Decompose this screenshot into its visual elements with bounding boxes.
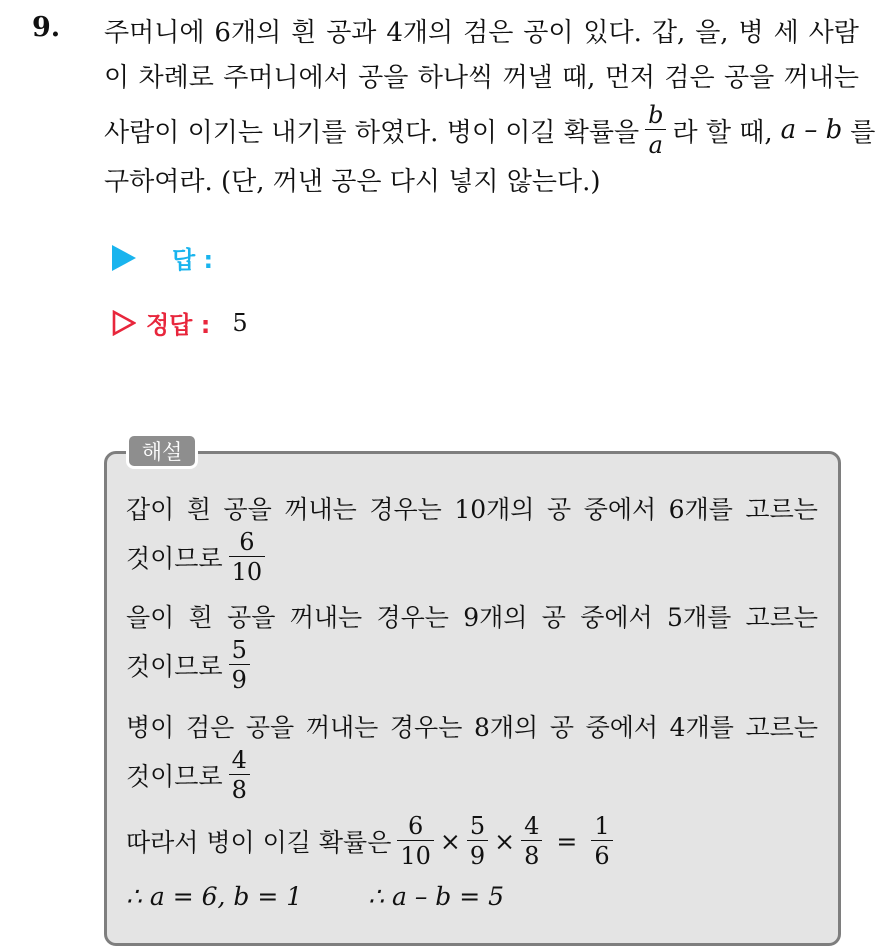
word: 9개의 bbox=[463, 603, 528, 632]
word: 6개의 bbox=[214, 18, 282, 48]
word: 중에서 bbox=[580, 603, 653, 632]
word: 흰 bbox=[188, 603, 213, 632]
solution-line-7 bbox=[126, 814, 619, 868]
word: 갑이 bbox=[126, 495, 175, 524]
fraction-denominator: 8 bbox=[524, 842, 540, 870]
word: 꺼내는 bbox=[289, 603, 363, 632]
fraction-4-8 bbox=[229, 748, 250, 802]
times-sign: × bbox=[439, 826, 461, 856]
word: 5개를 bbox=[667, 603, 732, 632]
fraction-numerator: 5 bbox=[231, 636, 247, 664]
fraction-5-9 bbox=[229, 638, 250, 692]
fraction-6-10 bbox=[229, 530, 266, 584]
word: 사람 bbox=[808, 18, 859, 48]
fraction-numerator: 4 bbox=[231, 746, 247, 774]
solution-line-8 bbox=[126, 882, 504, 911]
word: 세 bbox=[773, 18, 799, 48]
word: 공을 bbox=[724, 63, 775, 93]
word: 고르는 bbox=[745, 495, 818, 524]
word: 병이 bbox=[126, 713, 175, 742]
word: 공을 bbox=[358, 63, 409, 93]
correct-answer-row bbox=[112, 305, 248, 340]
word: 8개의 bbox=[473, 713, 539, 742]
word: 갑, bbox=[651, 18, 686, 48]
solution-line-3 bbox=[126, 598, 818, 634]
word: 있다. bbox=[583, 18, 642, 48]
word: 을이 bbox=[126, 603, 175, 632]
solution-line-2-text: 것이므로 bbox=[126, 544, 223, 573]
word: 하나씩 bbox=[417, 63, 494, 93]
word: 꺼내는 bbox=[305, 713, 379, 742]
fraction-6-10-product bbox=[397, 814, 434, 868]
solution-line-1 bbox=[126, 490, 818, 526]
word: 이 bbox=[104, 63, 130, 93]
fraction-denominator: 9 bbox=[469, 842, 486, 870]
fraction-denominator: 8 bbox=[231, 776, 247, 804]
outline-triangle-icon bbox=[112, 310, 136, 336]
word: 때, bbox=[562, 63, 596, 93]
solution-line-4-text: 것이므로 bbox=[126, 652, 223, 681]
word: 차례로 bbox=[138, 63, 214, 93]
word: 공 bbox=[547, 495, 572, 524]
word: 공 bbox=[541, 603, 566, 632]
equals-sign: = bbox=[556, 826, 578, 856]
word: 먼저 bbox=[604, 63, 656, 93]
solution-line-6 bbox=[126, 748, 256, 802]
word: 공이 bbox=[523, 18, 574, 48]
fraction-denominator: 10 bbox=[231, 558, 263, 586]
fraction-numerator: b bbox=[648, 101, 664, 129]
correct-answer-label: 정답 : bbox=[146, 311, 211, 339]
fraction-denominator: 10 bbox=[400, 842, 431, 870]
word: 흰 bbox=[186, 495, 211, 524]
word: 공과 bbox=[326, 18, 377, 48]
conclusion-a-minus-b: ∴ a – b = 5 bbox=[368, 882, 505, 911]
word: 공을 bbox=[245, 713, 295, 742]
word: 4개의 bbox=[386, 18, 454, 48]
fraction-denominator: 9 bbox=[231, 666, 247, 694]
fraction-1-6-result bbox=[591, 814, 612, 868]
word: 10개의 bbox=[454, 495, 535, 524]
word: 검은 bbox=[664, 63, 715, 93]
word: 주머니에 bbox=[104, 18, 205, 48]
fraction-numerator: 5 bbox=[469, 812, 486, 840]
word: 꺼내는 bbox=[284, 495, 357, 524]
question-line-1 bbox=[104, 12, 859, 49]
conclusion-a-b-values: ∴ a = 6, b = 1 bbox=[126, 882, 303, 911]
word: 4개를 bbox=[669, 713, 734, 742]
fraction-numerator: 6 bbox=[239, 528, 255, 556]
solution-line-6-text: 것이므로 bbox=[126, 762, 223, 791]
question-line-3-text: 사람이 이기는 내기를 하였다. 병이 이길 확률을 bbox=[104, 117, 640, 148]
question-line-3 bbox=[104, 101, 876, 159]
word: 꺼내는 bbox=[783, 63, 859, 93]
word: 주머니에서 bbox=[223, 63, 349, 93]
question-line-4: 구하여라. (단, 꺼낸 공은 다시 넣지 않는다.) bbox=[104, 167, 601, 197]
question-line-2 bbox=[104, 57, 859, 94]
fraction-b-over-a bbox=[645, 103, 666, 157]
word: 병 bbox=[738, 18, 764, 48]
question-number: 9. bbox=[32, 12, 61, 43]
fraction-denominator: a bbox=[648, 131, 663, 159]
word: 고르는 bbox=[745, 713, 818, 742]
solution-line-4 bbox=[126, 638, 256, 692]
word: 6개를 bbox=[668, 495, 733, 524]
question-line-3-end: 를 bbox=[850, 117, 876, 148]
fraction-numerator: 4 bbox=[524, 812, 540, 840]
fraction-numerator: 1 bbox=[594, 812, 610, 840]
times-sign: × bbox=[494, 826, 516, 856]
play-triangle-icon bbox=[112, 245, 136, 271]
word: 흰 bbox=[291, 18, 317, 48]
word: 경우는 bbox=[389, 713, 463, 742]
word: 경우는 bbox=[376, 603, 449, 632]
word: 경우는 bbox=[369, 495, 442, 524]
word: 검은 bbox=[185, 713, 235, 742]
word: 고르는 bbox=[745, 603, 818, 632]
expression-a-minus-b: a – b bbox=[780, 115, 843, 145]
word: 공 bbox=[549, 713, 574, 742]
solution-line-7-text: 따라서 병이 이길 확률은 bbox=[126, 828, 392, 857]
word: 꺼낼 bbox=[502, 63, 553, 93]
word: 공을 bbox=[227, 603, 276, 632]
word: 을, bbox=[695, 18, 729, 48]
answer-row bbox=[112, 240, 213, 275]
question-line-3-mid: 라 할 때, bbox=[672, 117, 773, 148]
fraction-denominator: 6 bbox=[594, 842, 610, 870]
fraction-5-9-product bbox=[467, 814, 488, 868]
word: 중에서 bbox=[585, 713, 659, 742]
fraction-4-8-product bbox=[521, 814, 542, 868]
solution-line-5 bbox=[126, 708, 818, 744]
word: 중에서 bbox=[583, 495, 657, 524]
fraction-numerator: 6 bbox=[407, 812, 424, 840]
solution-line-2 bbox=[126, 530, 271, 584]
correct-answer-value: 5 bbox=[232, 308, 248, 337]
word: 검은 bbox=[463, 18, 514, 48]
answer-label: 답 : bbox=[172, 246, 214, 274]
word: 공을 bbox=[223, 495, 272, 524]
solution-tag: 해설 bbox=[126, 433, 198, 469]
